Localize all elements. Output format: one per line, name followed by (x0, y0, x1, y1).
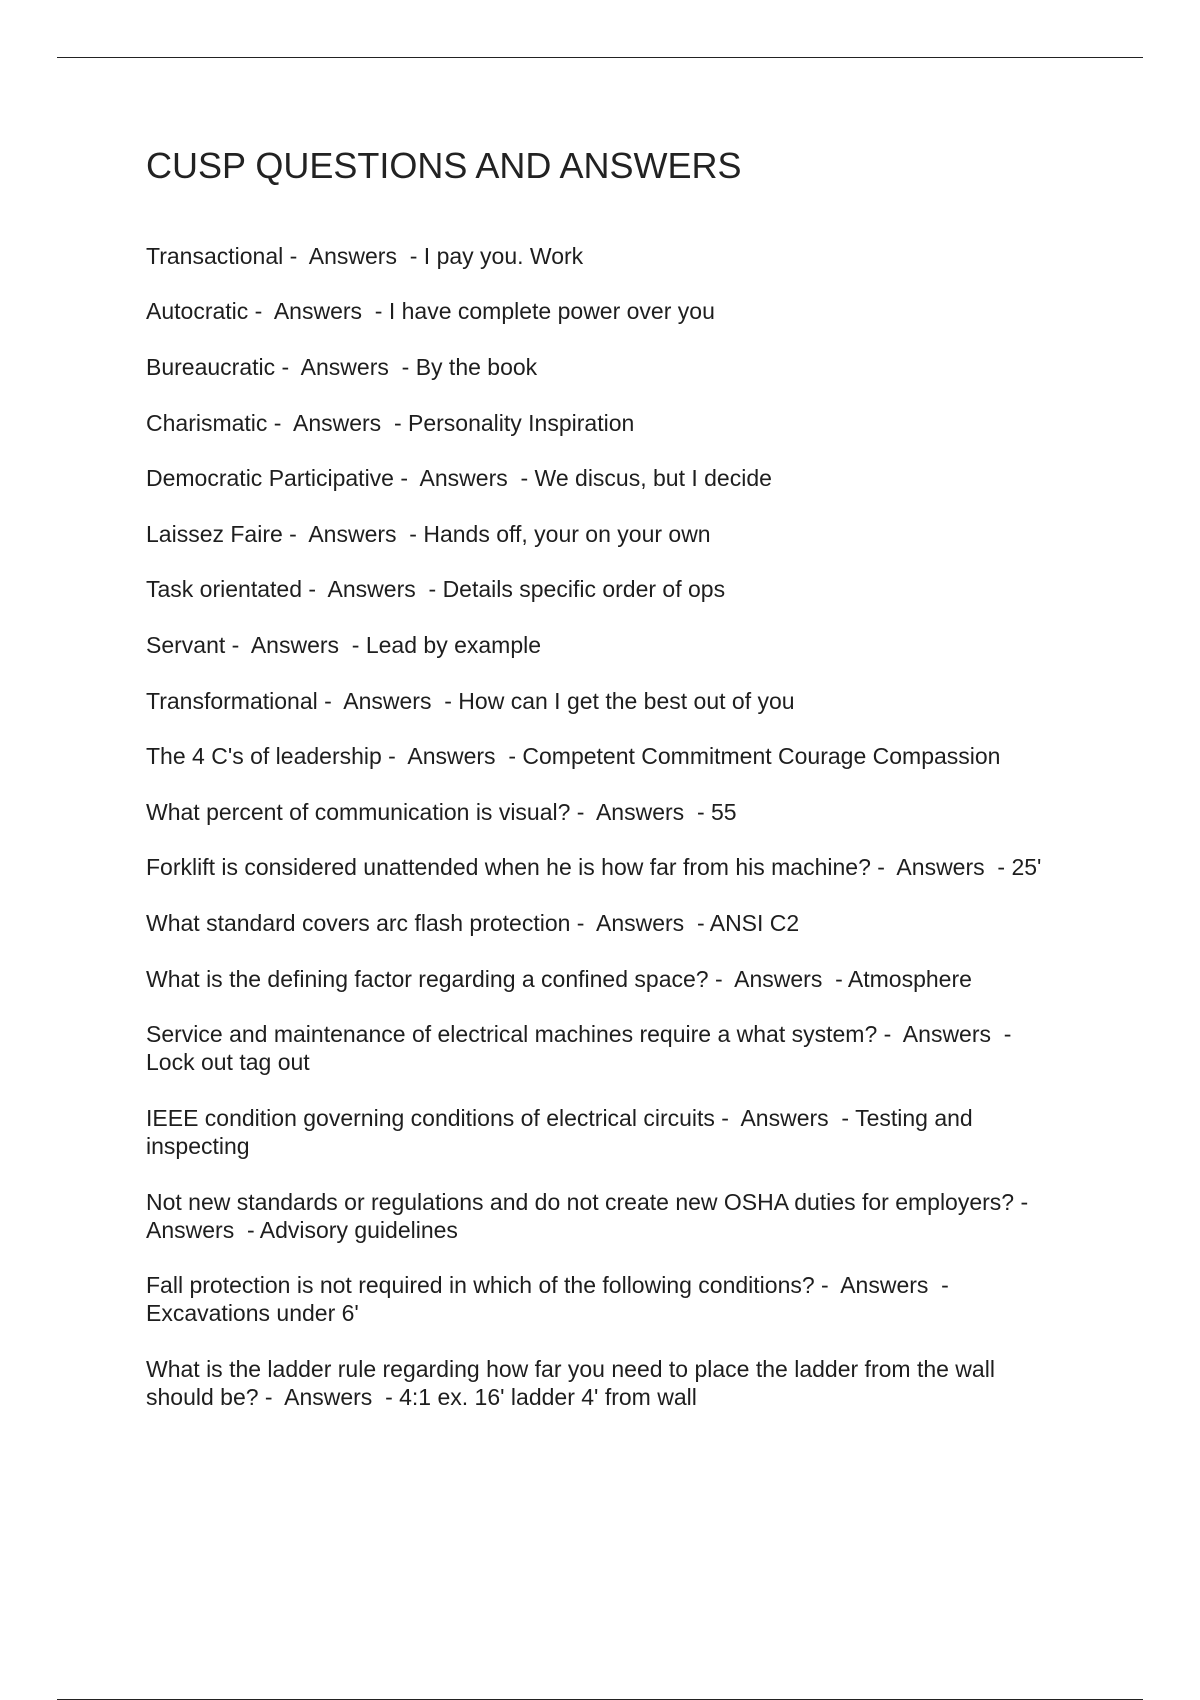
qa-item: Autocratic - Answers - I have complete power over you (146, 298, 715, 324)
qa-item: Bureaucratic - Answers - By the book (146, 354, 538, 380)
qa-item: Fall protection is not required in which of the following conditions? - Answers - Excavations under 6' (146, 1272, 949, 1326)
qa-item: What is the defining factor regarding a confined space? - Answers - Atmosphere (146, 966, 972, 992)
qa-item: Democratic Participative - Answers - We discus, but I decide (146, 465, 772, 491)
qa-item: Servant - Answers - Lead by example (146, 632, 542, 658)
qa-item: What standard covers arc flash protection - Answers - ANSI C2 (146, 910, 800, 936)
qa-item: Transactional - Answers - I pay you. Work (146, 243, 584, 269)
qa-item: Not new standards or regulations and do not create new OSHA duties for employers? - Answers - Advisory guidelines (146, 1189, 1029, 1243)
page-title: CUSP QUESTIONS AND ANSWERS (146, 145, 742, 186)
qa-item: IEEE condition governing conditions of electrical circuits - Answers - Testing and inspecting (146, 1105, 973, 1159)
qa-item: Laissez Faire - Answers - Hands off, your on your own (146, 521, 711, 547)
qa-item: What is the ladder rule regarding how far you need to place the ladder from the wall should be? - Answers - 4:1 ex. 16' ladder 4' from wall (146, 1356, 995, 1410)
qa-item: Transformational - Answers - How can I get the best out of you (146, 688, 795, 714)
qa-item: Charismatic - Answers - Personality Inspiration (146, 410, 635, 436)
qa-item: Forklift is considered unattended when he is how far from his machine? - Answers - 25' (146, 854, 1042, 880)
qa-item: Task orientated - Answers - Details specific order of ops (146, 576, 726, 602)
qa-item: Service and maintenance of electrical machines require a what system? - Answers - Lock out tag out (146, 1021, 1012, 1075)
qa-item: The 4 C's of leadership - Answers - Competent Commitment Courage Compassion (146, 743, 1001, 769)
qa-item: What percent of communication is visual? - Answers - 55 (146, 799, 737, 825)
top-rule (57, 57, 1143, 58)
